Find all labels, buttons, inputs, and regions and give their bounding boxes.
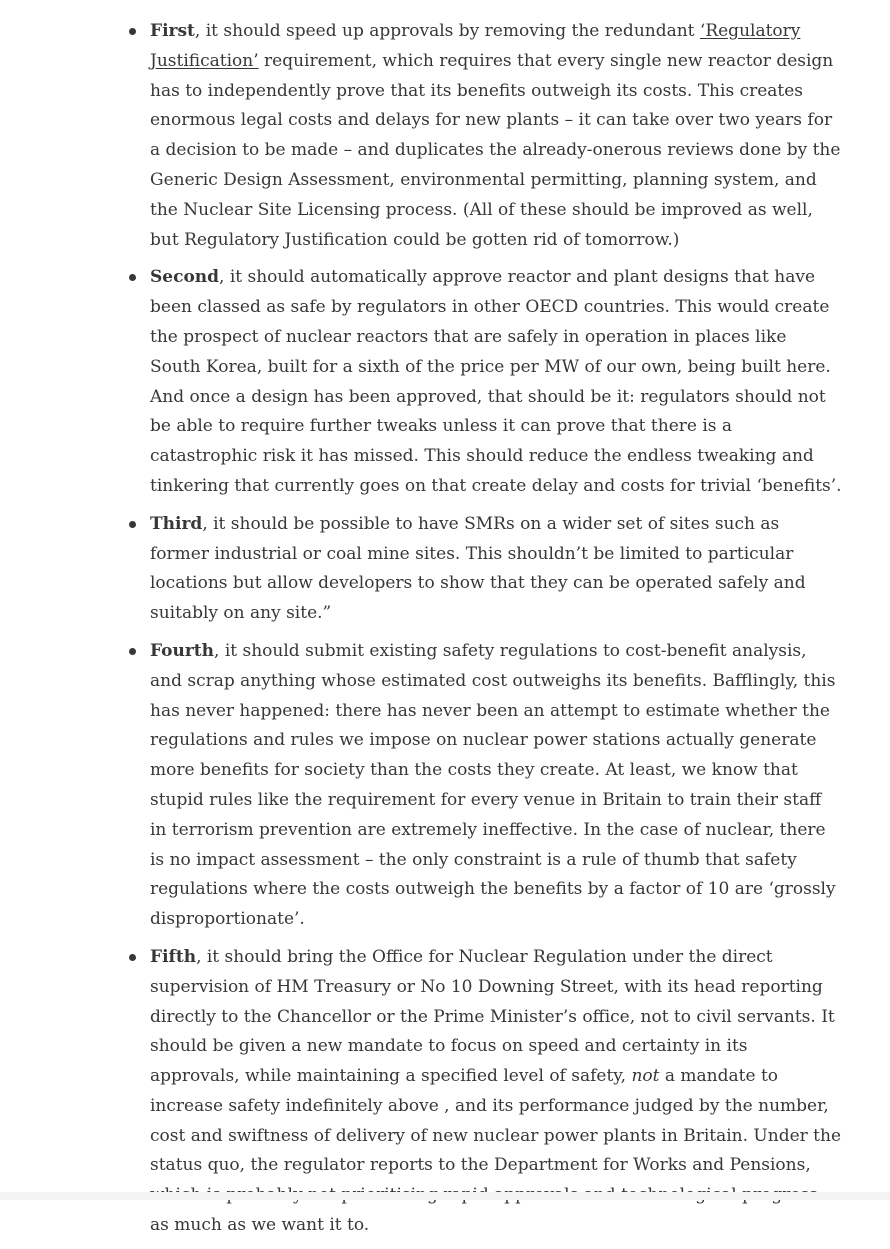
list-item-first bbox=[150, 17, 842, 255]
item-emphasis: not bbox=[631, 1066, 660, 1087]
item-text: , it should submit existing safety regulations to cost-benefit analysis, and scrap anything whose estimated cost outweighs its benefits. Bafflingly, this has never happened: there has never been an attempt to estimate whether the regulations and rules we impose on nuclear power stations actually generate more benefits for society than the costs they create. At least, we know that stupid rules like the requirement for every venue in Britain to train their staff in terrorism prevention are extremely ineffective. In the case of nuclear, there is no impact assessment – the only constraint is a rule of thumb that safety regulations where the costs outweigh the benefits by a factor of 10 are ‘grossly disproportionate’. bbox=[150, 640, 836, 930]
item-text: , it should speed up approvals by removing the redundant bbox=[194, 21, 700, 41]
item-text: , it should automatically approve reactor and plant designs that have been classed as safe by regulators in other OECD countries. This would create the prospect of nuclear reactors that are safely in operation in places like South Korea, built for a sixth of the price per MW of our own, being built here. And once a design has been approved, that should be it: regulators should not be able to require further tweaks unless it can prove that there is a catastrophic risk it has missed. This should reduce the endless tweaking and tinkering that currently goes on that create delay and costs for trivial ‘benefits’. bbox=[150, 267, 842, 496]
item-lead: Third bbox=[150, 513, 203, 534]
list-item-fourth bbox=[150, 637, 842, 935]
item-text: a mandate to increase safety indefinitely above , and its performance judged by the number, cost and swiftness of delivery of new nuclear power plants in Britain. Under the status quo, the regulator reports to the Department for Works and Pensions, as much as we want it to. bbox=[150, 1066, 842, 1236]
item-lead: First bbox=[150, 21, 195, 41]
list-item-third bbox=[150, 510, 842, 629]
regulatory-justification-link[interactable]: ‘Regulatory Justification’ bbox=[150, 21, 801, 71]
item-text: , it should be possible to have SMRs on a wider set of sites such as former industrial or coal mine sites. This shouldn’t be limited to particular locations but allow developers to show that they can be operated safely and suitably on any site.” bbox=[150, 513, 806, 624]
recommendations-list bbox=[150, 17, 842, 1249]
item-lead: Fifth bbox=[150, 946, 197, 967]
page-bottom-divider bbox=[0, 1192, 890, 1200]
item-text: , it should bring the Office for Nuclear Regulation under the direct supervision of HM Treasury or No 10 Downing Street, with its head reporting directly to the Chancellor or the Prime Minister’s office, not to civil servants. It should be given a new mandate to focus on speed and certainty in its approvals, while maintaining a specified level of safety, bbox=[150, 946, 835, 1087]
list-item-second bbox=[150, 263, 842, 501]
item-lead: Fourth bbox=[150, 640, 215, 661]
item-text: requirement, which requires that every single new reactor design has to independently prove that its benefits outweigh its costs. This creates enormous legal costs and delays for new plants – it can take over two years for a decision to be made – and duplicates the already-onerous reviews done by the Generic Design Assessment, environmental permitting, planning system, and the Nuclear Site Licensing process. (All of these should be improved as well, but Regulatory Justification could be gotten rid of tomorrow.) bbox=[150, 50, 841, 250]
item-lead: Second bbox=[150, 267, 220, 288]
